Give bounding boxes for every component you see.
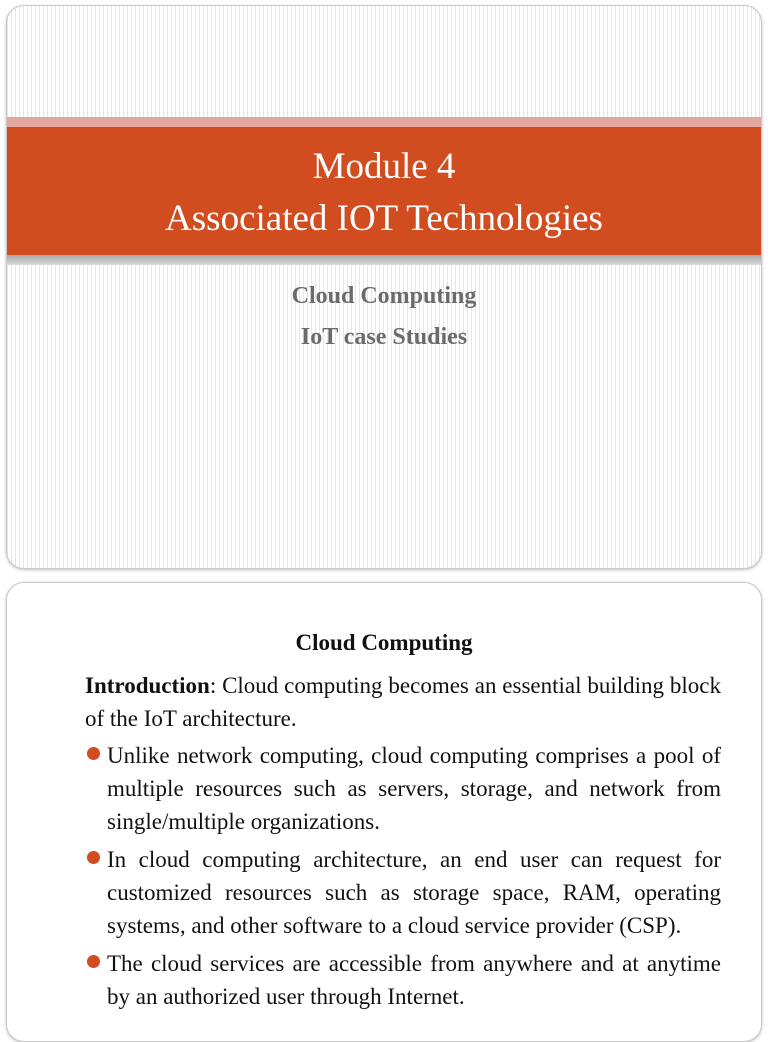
intro-paragraph [85, 669, 721, 735]
bullet-item [85, 843, 721, 942]
bullet-dot-icon [87, 955, 100, 968]
intro-text: : Cloud computing becomes an essential building block of the IoT architecture. [85, 673, 721, 731]
slide-subtitle [7, 276, 761, 358]
bullet-item [85, 947, 721, 1013]
bullet-text: The cloud services are accessible from anywhere and at anytime by an authorized user through Internet. [107, 951, 721, 1009]
intro-label: Introduction [85, 673, 210, 698]
slide-title-line1: Module 4 [312, 146, 456, 187]
bullet-dot-icon [87, 747, 100, 760]
bullet-list [85, 739, 721, 1018]
title-slide [6, 5, 762, 569]
slide-heading: Cloud Computing [295, 630, 473, 655]
bullet-dot-icon [87, 851, 100, 864]
title-band [7, 127, 761, 255]
slide-title-line2: Associated IOT Technologies [165, 198, 603, 239]
subtitle-line2: IoT case Studies [300, 324, 468, 350]
subtitle-line1: Cloud Computing [291, 283, 477, 309]
title-band-top-stripe [7, 117, 761, 127]
bullet-item [85, 739, 721, 838]
content-slide [6, 582, 762, 1042]
bullet-text: Unlike network computing, cloud computing comprises a pool of multiple resources such as servers, storage, and network from single/multiple organizations. [107, 743, 721, 834]
bullet-text: In cloud computing architecture, an end user can request for customized resources such as storage space, RAM, operating systems, and other software to a cloud service provider (CSP). [107, 847, 721, 938]
title-band-bottom-stripe [7, 255, 761, 265]
